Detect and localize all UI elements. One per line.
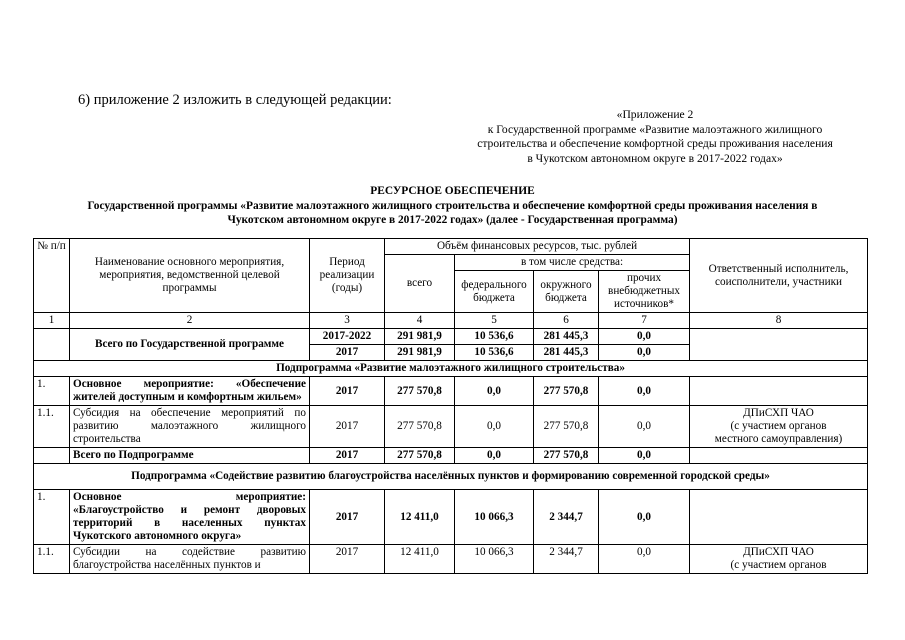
subprogram-total-label: Всего по Подпрограмме [70,448,310,464]
cell-total: 12 411,0 [385,545,455,574]
cell-empty [34,329,70,361]
cell-period: 2017 [310,406,385,448]
cell-period: 2017-2022 [310,329,385,345]
header-total: всего [385,255,455,313]
cell-other: 0,0 [599,377,690,406]
cell-period: 2017 [310,545,385,574]
cell-empty [690,490,868,545]
cell-federal: 0,0 [455,377,534,406]
section-row [34,361,868,377]
title-line: Государственной программы «Развитие малоэтажного жилищного строительства и обеспечение комфортной среды проживания населения в [87,199,818,212]
cell-responsible [690,545,868,574]
title-line: РЕСУРСНОЕ ОБЕСПЕЧЕНИЕ [370,185,535,197]
cell-federal: 0,0 [455,448,534,464]
cell-district: 281 445,3 [534,329,599,345]
col-number: 4 [385,313,455,329]
header-name: Наименование основного мероприятия, мероприятия, ведомственной целевой программы [70,239,310,313]
cell-district: 281 445,3 [534,345,599,361]
subprogram-title: Подпрограмма «Развитие малоэтажного жилищного строительства» [34,361,868,377]
responsible-line: местного самоуправления) [714,433,843,445]
header-federal: федерального бюджета [455,271,534,313]
cell-other: 0,0 [599,448,690,464]
cell-period: 2017 [310,490,385,545]
cell-other: 0,0 [599,490,690,545]
col-number: 2 [70,313,310,329]
col-number: 5 [455,313,534,329]
cell-other: 0,0 [599,545,690,574]
cell-district: 277 570,8 [534,377,599,406]
cell-district: 2 344,7 [534,545,599,574]
cell-total: 12 411,0 [385,490,455,545]
grand-total-label: Всего по Государственной программе [70,329,310,361]
table-row [34,406,868,448]
cell-total: 277 570,8 [385,448,455,464]
cell-district: 2 344,7 [534,490,599,545]
cell-district: 277 570,8 [534,448,599,464]
cell-period: 2017 [310,448,385,464]
header-volume: Объём финансовых ресурсов, тыс. рублей [385,239,690,255]
subprogram-title: Подпрограмма «Содействие развитию благоустройства населённых пунктов и формированию современной городской среды» [34,464,868,490]
header-num: № п/п [34,239,70,313]
table-row [34,545,868,574]
appendix-line: в Чукотском автономном округе в 2017-2022 годах» [527,151,783,165]
cell-empty [690,448,868,464]
header-district: окружного бюджета [534,271,599,313]
responsible-line: (с участием органов [730,420,827,432]
cell-other: 0,0 [599,329,690,345]
appendix-caption [440,108,870,166]
cell-total: 277 570,8 [385,377,455,406]
cell-district: 277 570,8 [534,406,599,448]
table-row [34,490,868,545]
cell-num: 1. [34,490,70,545]
cell-total: 291 981,9 [385,345,455,361]
cell-empty [34,448,70,464]
cell-empty [690,329,868,361]
name-body: «Благоустройство и ремонт дворовых территорий в населенных пунктах Чукотского автономного округа» [73,504,306,542]
section-row [34,464,868,490]
cell-num: 1.1. [34,406,70,448]
cell-period: 2017 [310,377,385,406]
cell-num: 1.1. [34,545,70,574]
document-title [20,184,885,228]
cell-name: Субсидии на содействие развитию благоустройства населённых пунктов и [70,545,310,574]
cell-total: 291 981,9 [385,329,455,345]
resource-table [33,238,868,574]
cell-name [70,490,310,545]
cell-name: Субсидия на обеспечение мероприятий по развитию малоэтажного жилищного строительства [70,406,310,448]
responsible-line: (с участием органов [730,559,827,571]
cell-period: 2017 [310,345,385,361]
cell-other: 0,0 [599,406,690,448]
cell-federal: 10 536,6 [455,329,534,345]
header-including: в том числе средства: [455,255,690,271]
appendix-line: строительства и обеспечение комфортной среды проживания населения [477,137,833,151]
responsible-line: ДПиСХП ЧАО [743,407,814,419]
cell-empty [690,377,868,406]
cell-federal: 10 536,6 [455,345,534,361]
responsible-line: ДПиСХП ЧАО [743,546,814,558]
appendix-line: «Приложение 2 [616,108,694,121]
cell-name: Основное мероприятие: «Обеспечение жителей доступным и комфортным жильем» [70,377,310,406]
column-number-row [34,313,868,329]
col-number: 6 [534,313,599,329]
cell-other: 0,0 [599,345,690,361]
cell-federal: 0,0 [455,406,534,448]
header-responsible: Ответственный исполнитель, соисполнители, участники [690,239,868,313]
col-number: 7 [599,313,690,329]
table-row [34,448,868,464]
intro-text: 6) приложение 2 изложить в следующей редакции: [78,92,392,108]
cell-total: 277 570,8 [385,406,455,448]
cell-num: 1. [34,377,70,406]
cell-responsible [690,406,868,448]
col-number: 8 [690,313,868,329]
header-row [34,239,868,255]
header-period: Период реализации (годы) [310,239,385,313]
appendix-line: к Государственной программе «Развитие малоэтажного жилищного [487,122,823,136]
col-number: 3 [310,313,385,329]
cell-federal: 10 066,3 [455,545,534,574]
col-number: 1 [34,313,70,329]
table-row [34,329,868,345]
title-line: Чукотском автономном округе в 2017-2022 годах» (далее - Государственная программа) [227,214,678,227]
header-other: прочих внебюджетных источников* [599,271,690,313]
name-head: Основное мероприятие: [73,491,306,503]
table-row [34,377,868,406]
cell-federal: 10 066,3 [455,490,534,545]
